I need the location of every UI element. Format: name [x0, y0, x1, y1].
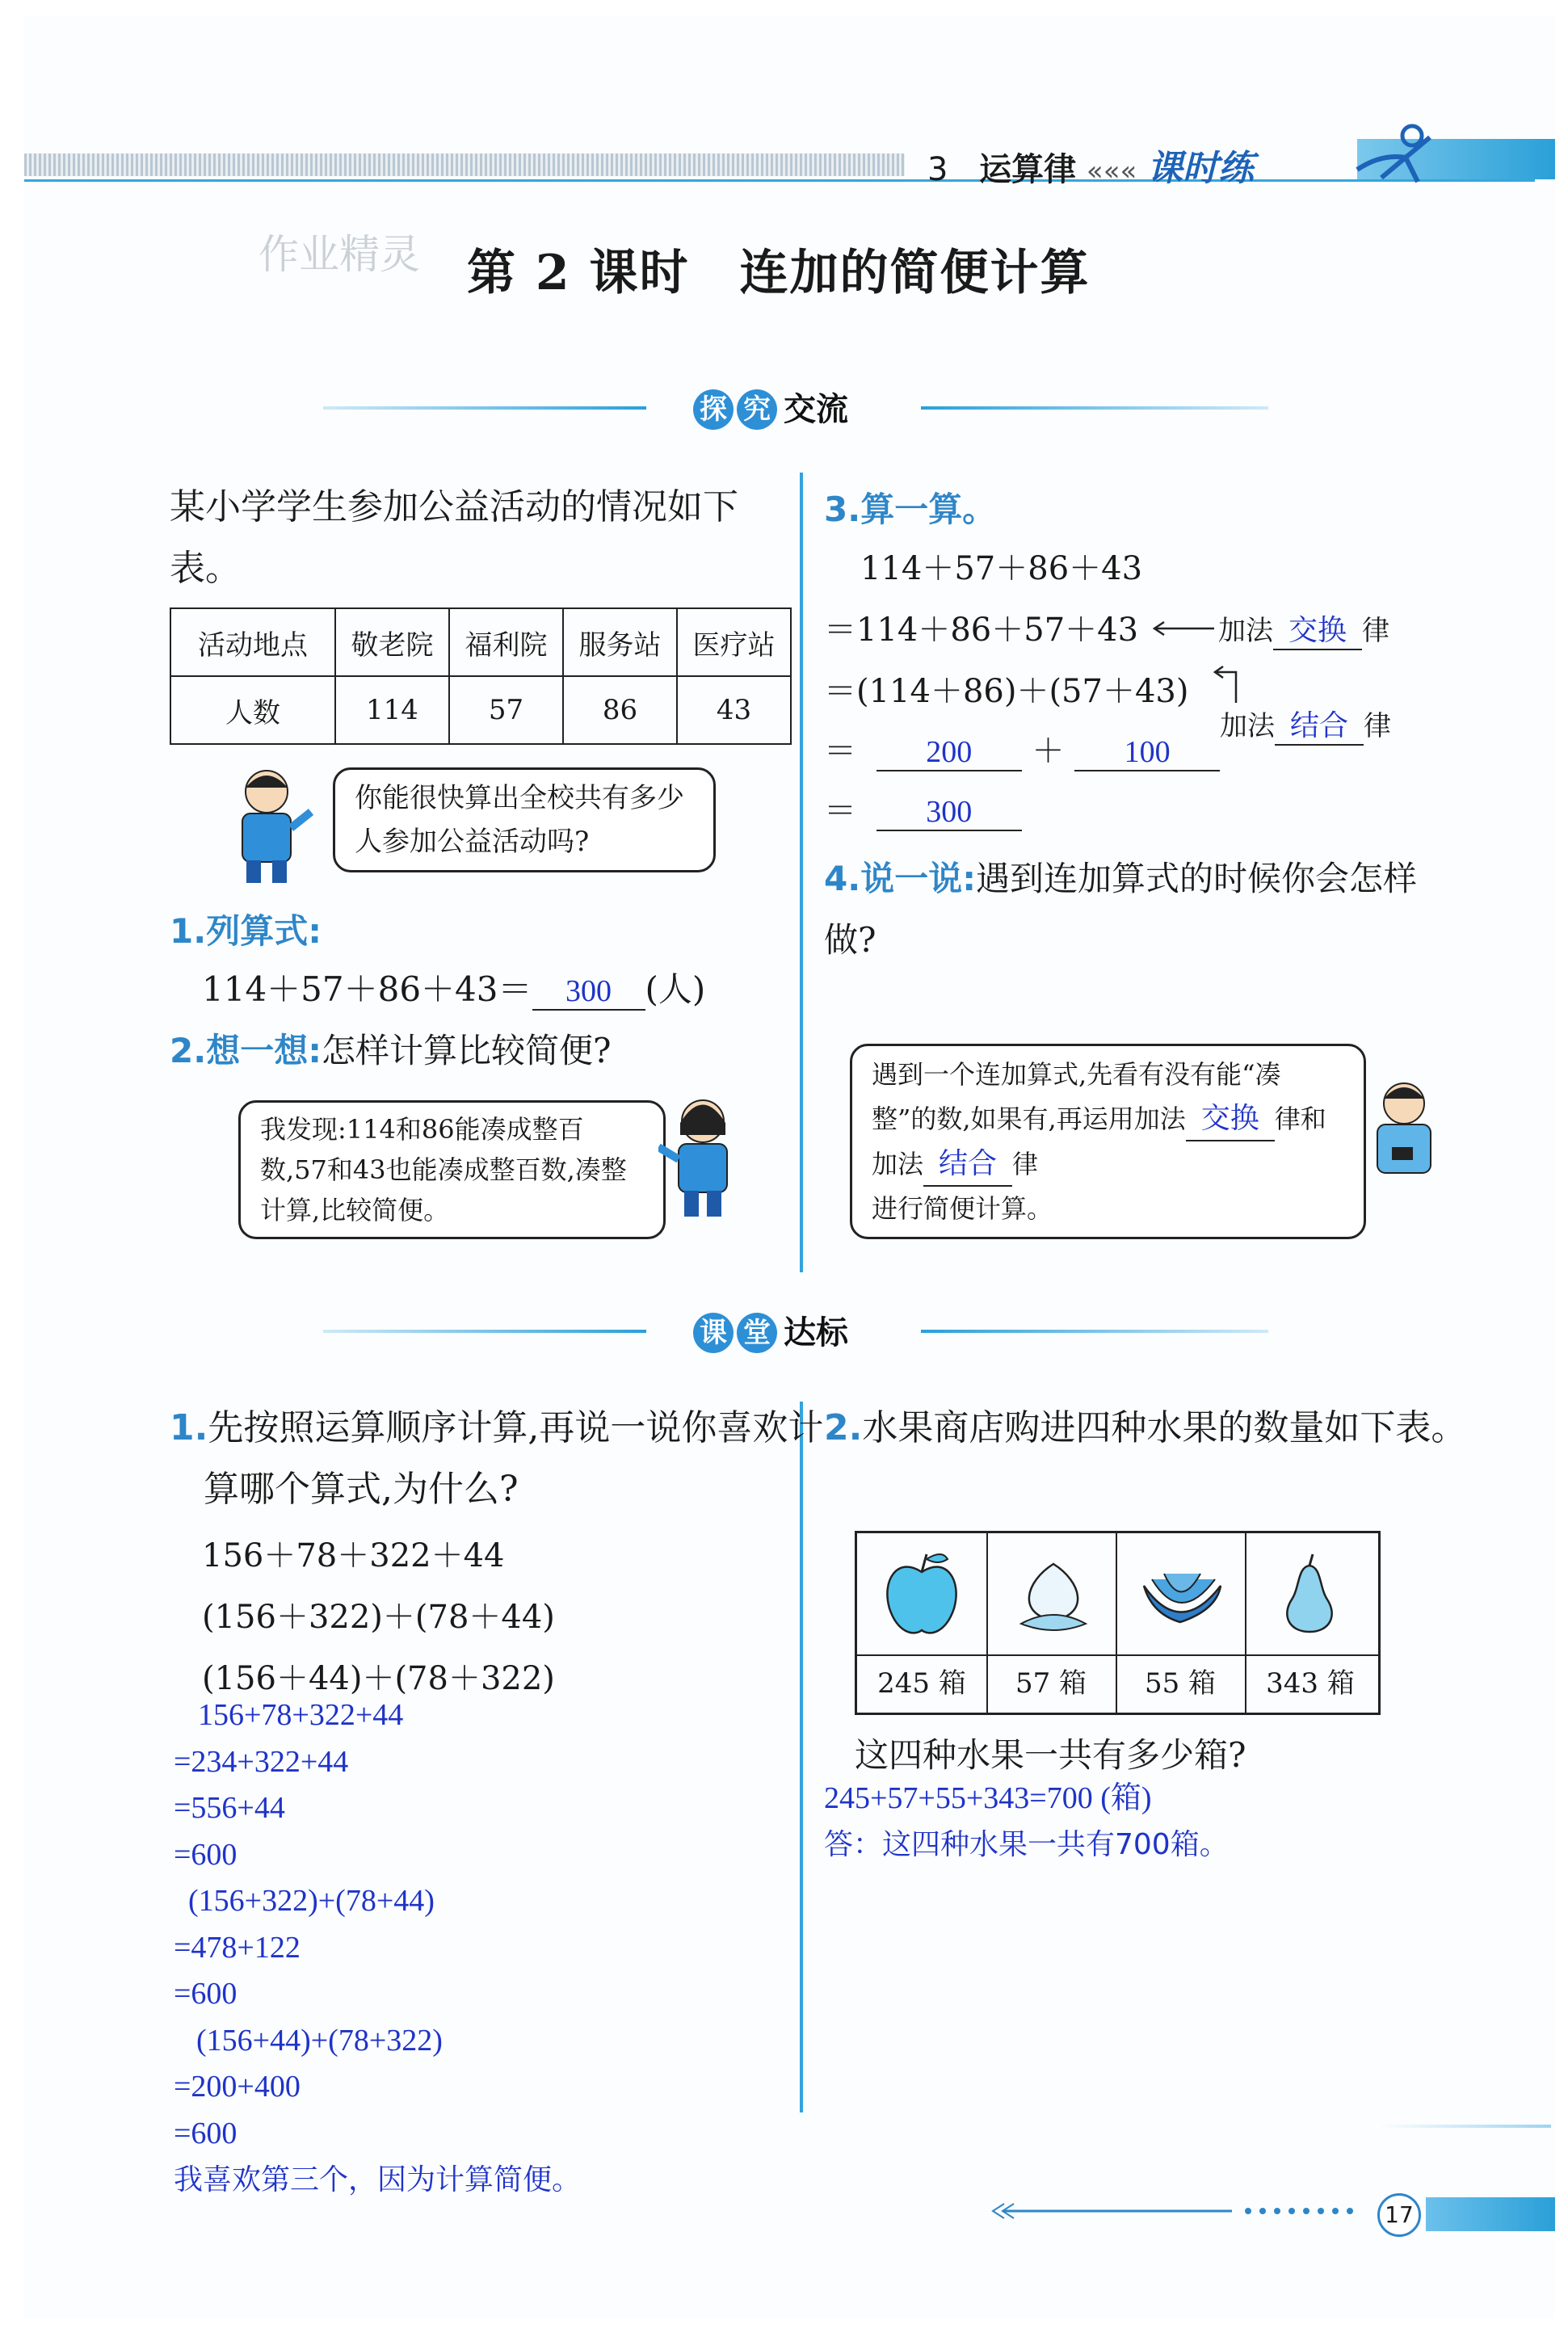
p1-text: 先按照运算顺序计算,再说一说你喜欢计算哪个算式,为什么?: [204, 1407, 824, 1510]
boy2-speech-bubble: [850, 1044, 1366, 1239]
section-header-explore: [323, 389, 1268, 427]
table-header: 福利院: [449, 608, 563, 676]
table-header: 医疗站: [677, 608, 791, 676]
q3-step3: ＝(114＋86)＋(57＋43): [824, 673, 1189, 710]
q4-number: 4.: [824, 859, 861, 898]
law-prefix: 加法: [1220, 710, 1275, 742]
arrows-icon: «««: [1086, 155, 1137, 187]
boy2-answer-1: 交换: [1186, 1096, 1275, 1141]
q1-line: [170, 905, 322, 953]
footer-decor-line: [1373, 2125, 1551, 2128]
law-suffix: 律: [1362, 615, 1389, 647]
header-unit: [927, 139, 1254, 191]
boy-speech-bubble: 你能很快算出全校共有多少人参加公益活动吗?: [333, 767, 716, 872]
section-label: 交流: [784, 391, 848, 428]
work-line: =556+44: [174, 1791, 285, 1825]
plus-sign: ＋: [1032, 733, 1065, 770]
p1-expr: (156＋44)＋(78＋322): [202, 1660, 555, 1697]
boy2-text: 遇到一个连加算式,先看有没有能“凑整”的数,如果有,再运用加法: [872, 1059, 1281, 1134]
p1-expressions: [202, 1525, 555, 1709]
q4-block: [824, 848, 1462, 971]
table-header: 活动地点: [170, 608, 335, 676]
column-divider: [800, 473, 803, 1272]
work-line: (156+322)+(78+44): [188, 1884, 435, 1918]
badge-2: 究: [737, 389, 777, 430]
apple-icon: [881, 1548, 962, 1641]
p2-number: 2.: [824, 1407, 863, 1448]
work-line: =200+400: [174, 2070, 301, 2104]
p2-block: [824, 1398, 1496, 1459]
arrow-left-icon: [1151, 620, 1216, 637]
law1-answer: 交换: [1273, 607, 1362, 650]
q2-label: 想一想:: [206, 1031, 322, 1070]
q3-label: 算一算。: [860, 490, 997, 529]
series-title: 课时练: [1147, 148, 1255, 189]
lesson-title: 第 2 课时 连加的简便计算: [467, 245, 1091, 301]
runner-logo-icon: [1349, 121, 1438, 186]
work-line: =600: [174, 1977, 238, 2011]
q1-answer: 300: [532, 973, 645, 1011]
q3-answer-3: 300: [876, 794, 1022, 831]
work-line: 我喜欢第三个，因为计算简便。: [174, 2163, 582, 2196]
fruit-count: 245 箱: [877, 1667, 966, 1700]
p1-handwritten-work: [174, 1692, 581, 2204]
law-suffix: 律: [1364, 710, 1391, 742]
fruit-table: [855, 1531, 1381, 1715]
work-line: =234+322+44: [174, 1744, 349, 1779]
boy2-mid: 律和加法: [872, 1103, 1326, 1179]
work-line: =478+122: [174, 1930, 301, 1965]
q3-number: 3.: [824, 490, 861, 529]
table-cell: 114: [335, 676, 449, 744]
q3-line: [824, 483, 996, 532]
table-cell: 43: [677, 676, 791, 744]
page-number: 17: [1377, 2193, 1421, 2237]
q1-expr: 114＋57＋86＋43＝: [202, 969, 532, 1009]
footer-arrow-icon: [990, 2199, 1377, 2223]
equals-sign: ＝: [824, 792, 856, 830]
q2-line: [170, 1024, 612, 1073]
p1-expr: 156＋78＋322＋44: [202, 1537, 505, 1574]
section-label: 达标: [784, 1314, 848, 1351]
q1-number: 1.: [170, 911, 207, 951]
intro-text: 某小学学生参加公益活动的情况如下表。: [170, 486, 738, 589]
p1-expr: (156＋322)＋(78＋44): [202, 1599, 555, 1636]
footer-accent: [1426, 2197, 1555, 2231]
boy-illustration-icon: [222, 763, 319, 885]
table-row-label: 人数: [170, 676, 335, 744]
q3-step4: [824, 725, 1220, 771]
q4-label: 说一说:: [860, 859, 976, 898]
pear-icon: [1277, 1551, 1342, 1640]
work-line: =600: [174, 2116, 238, 2150]
p2-text: 水果商店购进四种水果的数量如下表。: [862, 1407, 1467, 1448]
q2-number: 2.: [170, 1031, 207, 1070]
work-line: =600: [174, 1837, 238, 1872]
watermark: 作业精灵: [259, 231, 420, 278]
equals-sign: ＝: [824, 733, 856, 770]
q1-label: 列算式:: [206, 911, 322, 951]
p1-block: [170, 1398, 826, 1520]
work-line: 156+78+322+44: [198, 1698, 404, 1732]
header-strip: [24, 153, 905, 176]
q3-step2: ＝114＋86＋57＋43: [824, 612, 1139, 649]
law-line-1: [1218, 607, 1389, 650]
badge-2: 堂: [737, 1313, 777, 1353]
q3-step1: 114＋57＋86＋43: [860, 550, 1143, 587]
q1-unit: (人): [645, 969, 706, 1009]
work-line: 答：这四种水果一共有700箱。: [824, 1828, 1229, 1861]
p1-number: 1.: [170, 1407, 208, 1448]
girl-illustration-icon: [658, 1091, 755, 1220]
law-line-2: [1220, 703, 1391, 746]
activity-table: [170, 607, 792, 745]
peach-icon: [1009, 1557, 1098, 1638]
q2-text: 怎样计算比较简便?: [321, 1031, 612, 1070]
boy2-end: 律: [1012, 1149, 1039, 1179]
work-line: 245+57+55+343=700 (箱): [824, 1781, 1152, 1815]
q4-text: 遇到连加算式的时候你会怎样做?: [824, 859, 1417, 960]
p2-question: 这四种水果一共有多少箱?: [855, 1735, 1246, 1775]
table-cell: 57: [449, 676, 563, 744]
boy2-answer-2: 结合: [923, 1141, 1012, 1187]
table-header-row: [170, 608, 791, 676]
section-header-practice: [323, 1313, 1268, 1350]
q3-answer-2: 100: [1074, 734, 1220, 771]
header-rule: [24, 179, 1535, 182]
q3-step5: [824, 785, 1022, 831]
q1-expression: [202, 963, 705, 1011]
q3-answer-1: 200: [876, 734, 1022, 771]
table-row: [170, 676, 791, 744]
girl-speech-bubble: 我发现:114和86能凑成整百数,57和43也能凑成整百数,凑整计算,比较简便。: [238, 1100, 666, 1239]
p2-handwritten-work: [824, 1776, 1229, 1868]
law2-answer: 结合: [1275, 703, 1364, 746]
table-cell: 86: [563, 676, 677, 744]
arrow-bracket-icon: [1212, 664, 1244, 704]
badge-1: 探: [693, 389, 734, 430]
table-header: 服务站: [563, 608, 677, 676]
boy2-last: 进行简便计算。: [872, 1193, 1053, 1224]
banana-icon: [1136, 1562, 1229, 1634]
table-header: 敬老院: [335, 608, 449, 676]
work-line: (156+44)+(78+322): [196, 2023, 443, 2058]
unit-title: 运算律: [979, 151, 1077, 188]
unit-number: 3: [927, 151, 948, 188]
fruit-count: 57 箱: [1015, 1667, 1087, 1700]
badge-1: 课: [693, 1313, 734, 1353]
fruit-count: 343 箱: [1266, 1667, 1355, 1700]
law-prefix: 加法: [1218, 615, 1273, 647]
fruit-count: 55 箱: [1144, 1667, 1217, 1700]
boy-with-phone-icon: [1360, 1074, 1448, 1188]
